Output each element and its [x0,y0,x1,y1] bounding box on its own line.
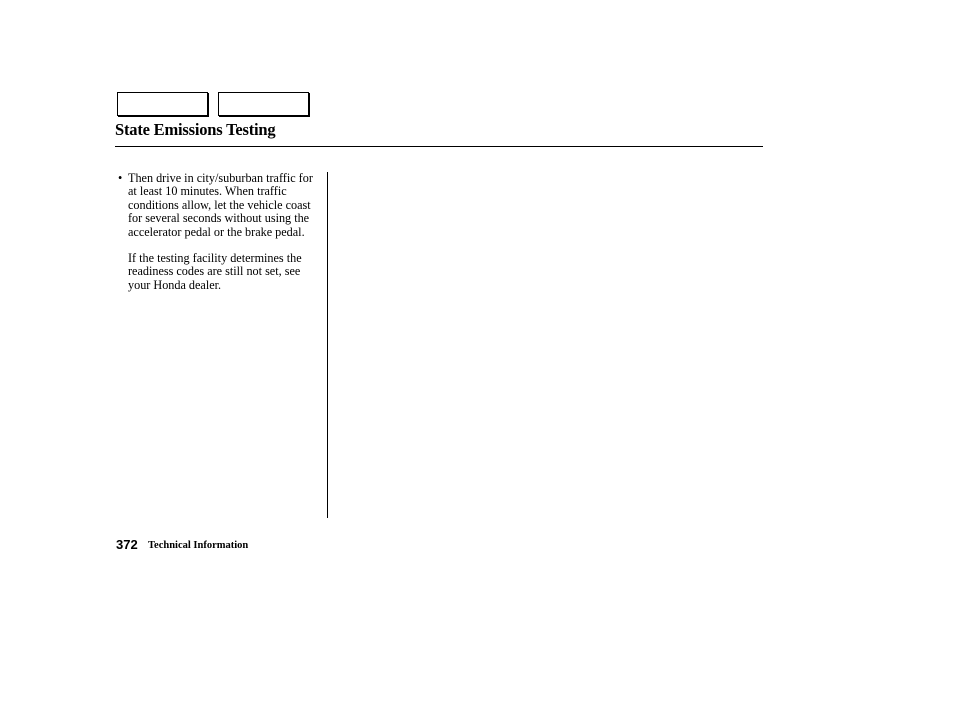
list-item [117,172,315,239]
page-number: 372 [116,537,138,552]
column-divider [327,172,328,518]
text-column [117,172,315,292]
bullet-icon: • [118,171,123,185]
section-name: Technical Information [148,540,249,551]
next-page-button[interactable] [218,92,309,116]
title-divider [115,146,763,147]
previous-page-button[interactable] [117,92,208,116]
bullet-text: Then drive in city/suburban traffic for at least 10 minutes. When traffic conditions allow, let the vehicle coast for several seconds without using the accelerator pedal or the brake pedal. [128,171,313,239]
body-paragraph: If the testing facility determines the readiness codes are still not set, see your Honda dealer. [128,251,302,292]
page-title: State Emissions Testing [115,120,276,139]
